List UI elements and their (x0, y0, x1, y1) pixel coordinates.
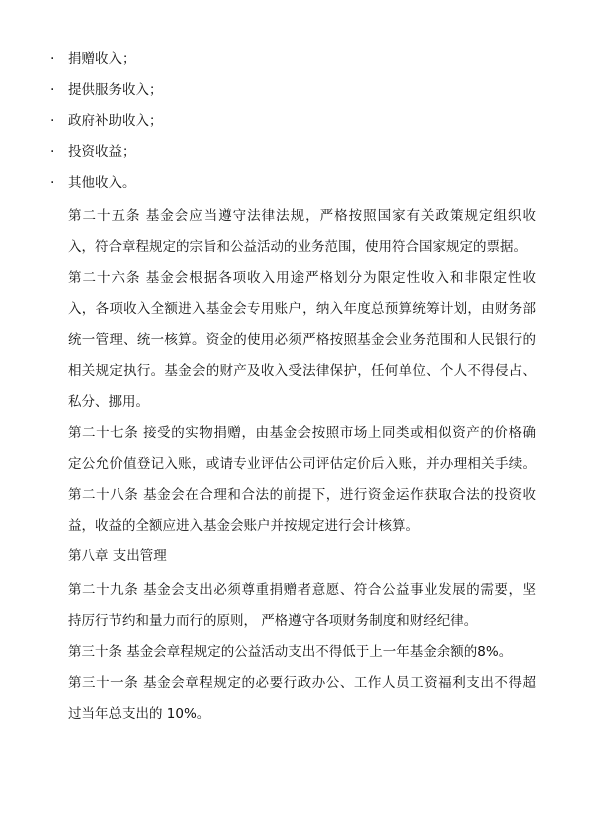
bullet-icon: · (50, 175, 55, 191)
bullet-text: 政府补助收入； (68, 113, 163, 129)
text-line: 过当年总支出的 10%。 (68, 706, 211, 722)
document-body (68, 201, 536, 730)
bullet-text: 捐赠收入； (68, 51, 136, 67)
text-line: 第二十五条 基金会应当遵守法律法规，严格按照国家有关政策规定组织收 (68, 208, 536, 224)
article-27 (68, 418, 536, 480)
text-line: 第三十一条 基金会章程规定的必要行政办公、工作人员工资福利支出不得超 (68, 675, 536, 691)
article-30 (68, 637, 536, 668)
text-line: 入，各项收入全额进入基金会专用账户，纳入年度总预算统筹计划，由财务部 (68, 301, 536, 317)
chapter-title: 第八章 支出管理 (68, 548, 167, 564)
article-28 (68, 480, 536, 542)
article-26 (68, 263, 536, 418)
list-item (0, 168, 593, 199)
bullet-text: 其他收入。 (68, 175, 136, 191)
text-line: 持厉行节约和量力而行的原则， 严格遵守各项财务制度和财经纪律。 (68, 613, 478, 629)
text-line: 第二十七条 接受的实物捐赠，由基金会按照市场上同类或相似资产的价格确 (68, 425, 536, 441)
text-line: 入，符合章程规定的宗旨和公益活动的业务范围，使用符合国家规定的票据。 (68, 239, 527, 255)
text-line: 定公允价值登记入账，或请专业评估公司评估定价后入账，并办理相关手续。 (68, 456, 536, 472)
chapter-heading (68, 542, 536, 570)
bullet-text: 投资收益； (68, 144, 136, 160)
text-line: 益，收益的全额应进入基金会账户并按规定进行会计核算。 (68, 518, 419, 534)
text-line: 第三十条 基金会章程规定的公益活动支出不得低于上一年基金余额的8%。 (68, 644, 513, 660)
text-line: 相关规定执行。基金会的财产及收入受法律保护，任何单位、个人不得侵占、 (68, 363, 536, 379)
text-line: 第二十八条 基金会在合理和合法的前提下，进行资金运作获取合法的投资收 (68, 487, 536, 503)
text-line: 统一管理、统一核算。资金的使用必须严格按照基金会业务范围和人民银行的 (68, 332, 536, 348)
bullet-icon: · (50, 144, 55, 160)
bullet-icon: · (50, 113, 55, 129)
list-item (0, 75, 593, 106)
text-line: 私分、挪用。 (68, 394, 149, 410)
list-item (0, 44, 593, 75)
article-29 (68, 575, 536, 637)
bullet-text: 提供服务收入； (68, 82, 163, 98)
article-31 (68, 668, 536, 730)
article-25 (68, 201, 536, 263)
text-line: 第二十九条 基金会支出必须尊重捐赠者意愿、符合公益事业发展的需要，坚 (68, 582, 536, 598)
income-bullet-list (0, 44, 593, 199)
text-line: 第二十六条 基金会根据各项收入用途严格划分为限定性收入和非限定性收 (68, 270, 536, 286)
bullet-icon: · (50, 82, 55, 98)
list-item (0, 137, 593, 168)
bullet-icon: · (50, 51, 55, 67)
list-item (0, 106, 593, 137)
